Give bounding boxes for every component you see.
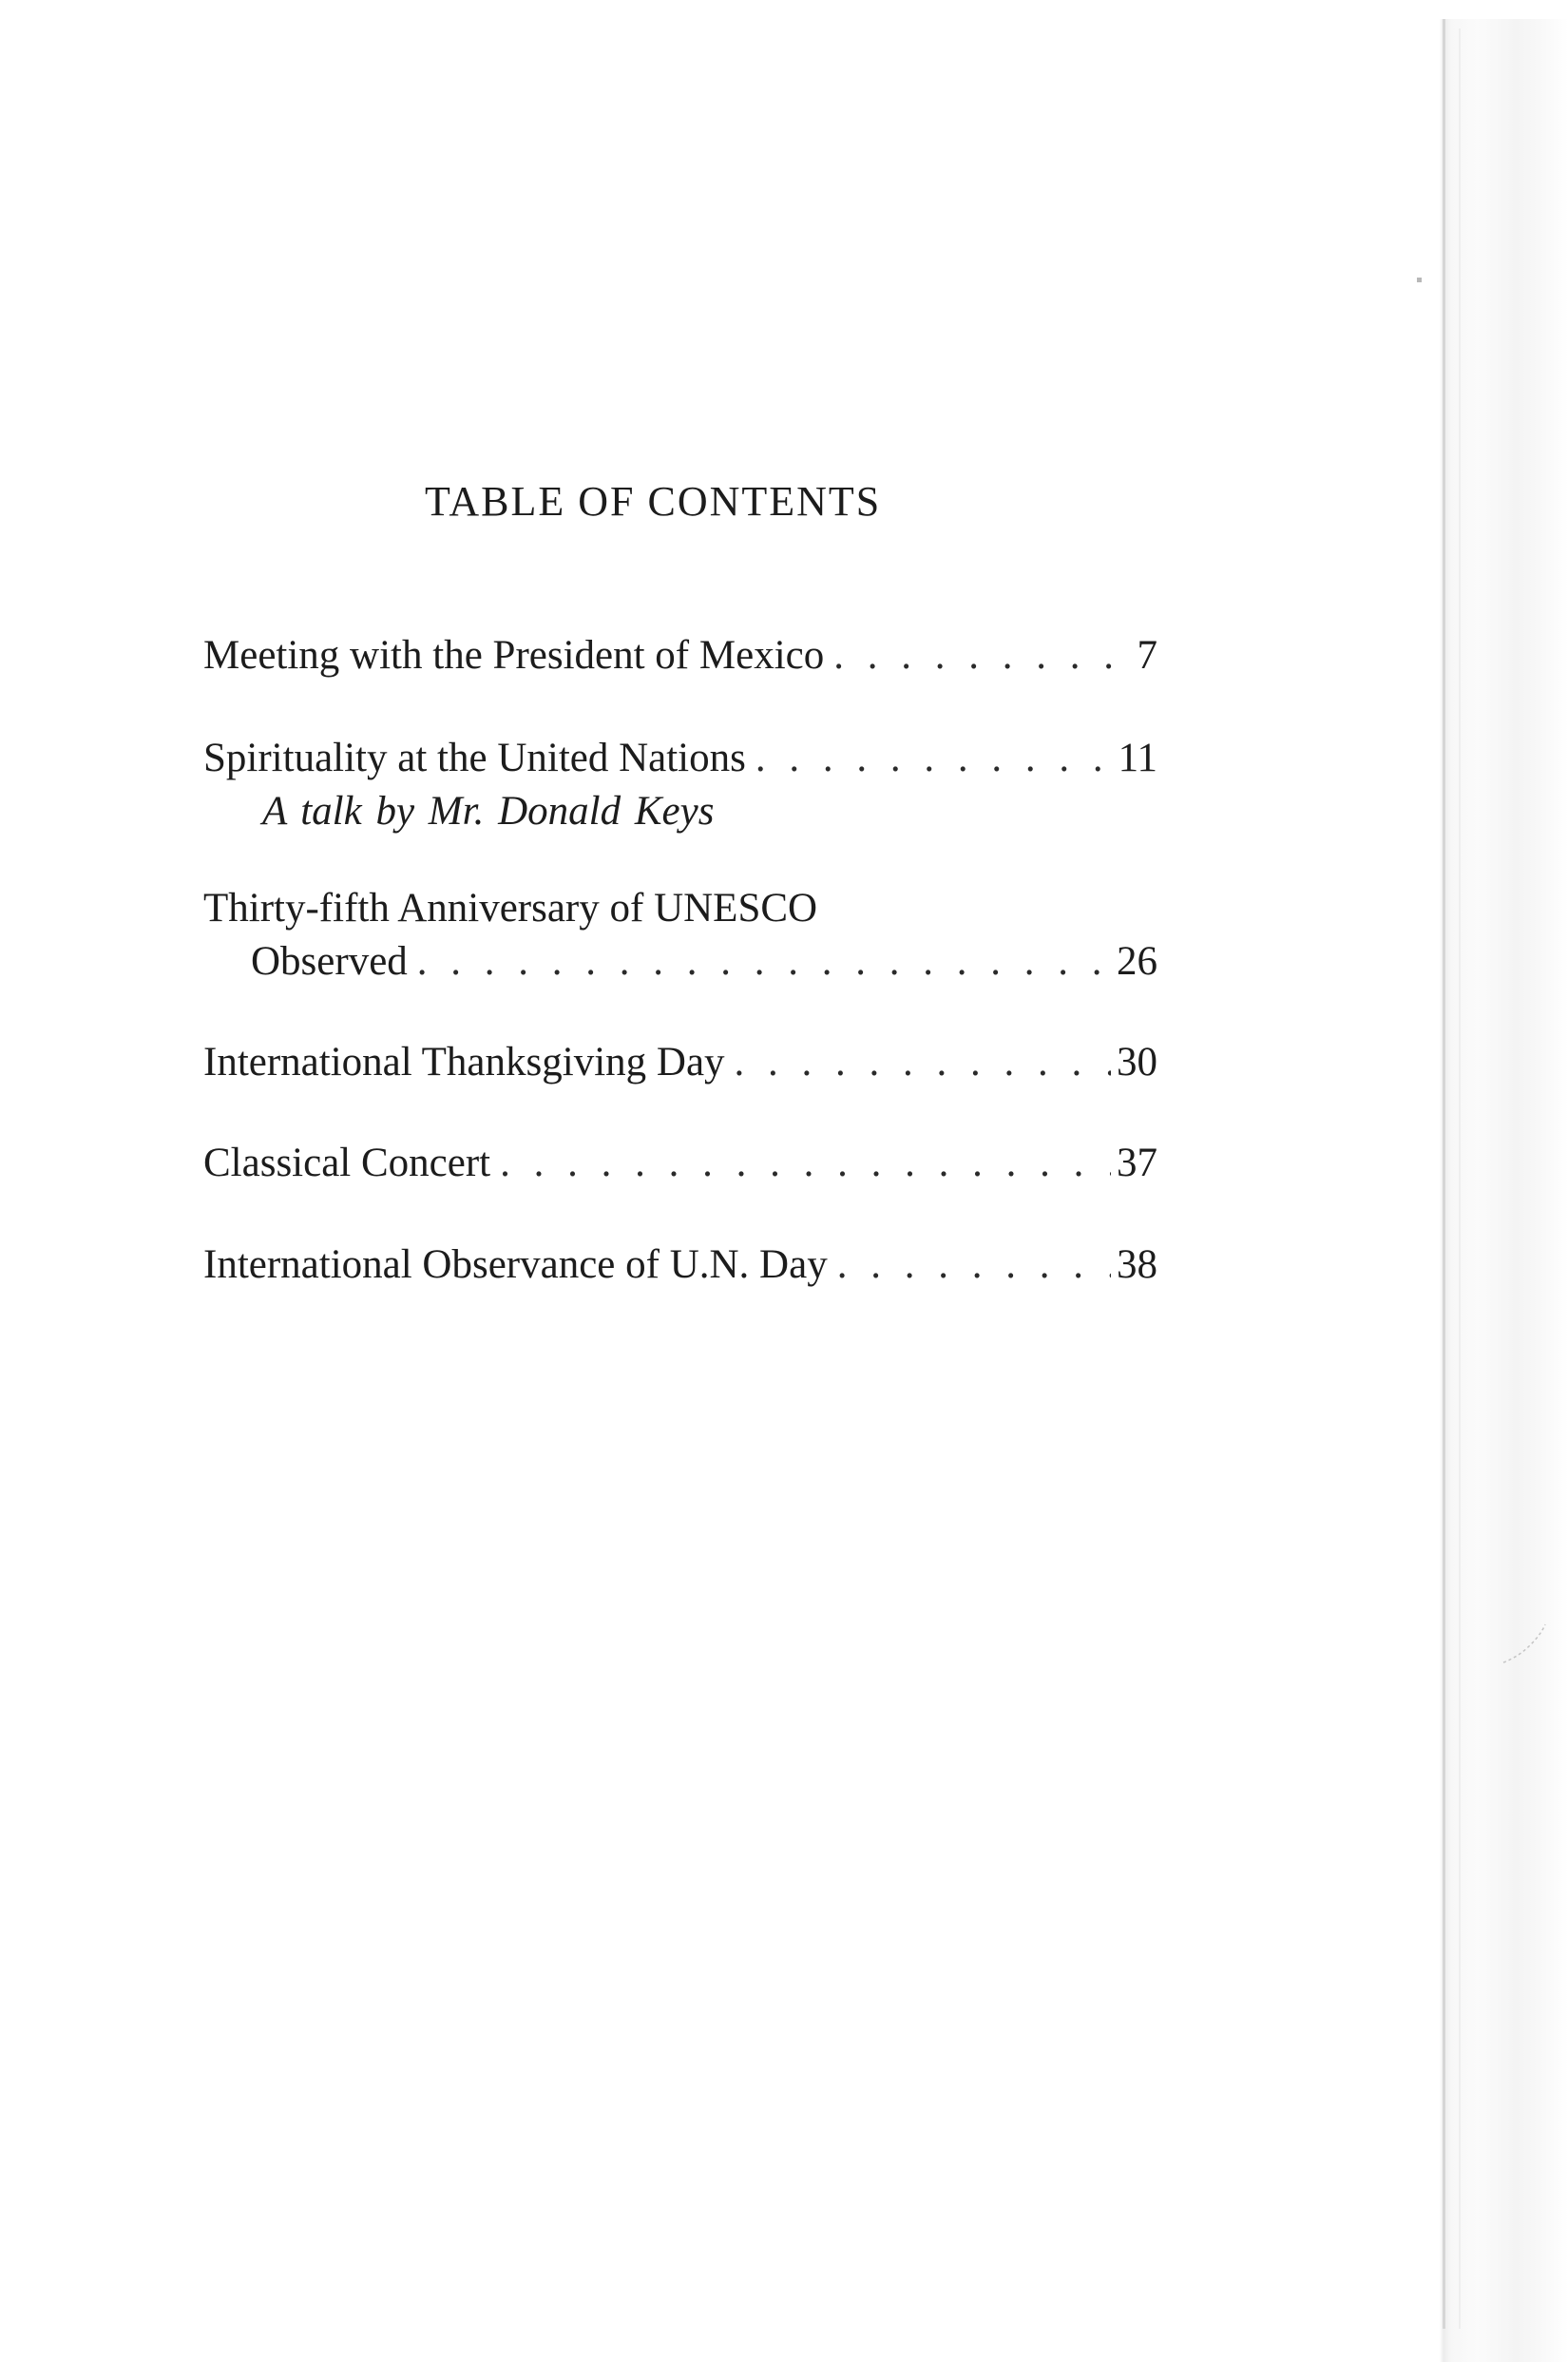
toc-entry (203, 629, 1157, 682)
toc-row (203, 1137, 1157, 1190)
toc-entry (203, 1036, 1157, 1089)
toc-entry-title: Classical Concert (203, 1141, 491, 1185)
toc-page-number: 37 (1117, 1141, 1157, 1185)
dot-leader (735, 1036, 1111, 1089)
dot-leader (755, 732, 1113, 785)
toc-page-number: 38 (1117, 1242, 1157, 1287)
page-title: TABLE OF CONTENTS (425, 478, 882, 525)
toc-entry-title: Meeting with the President of Mexico (203, 633, 825, 678)
toc-row (203, 732, 1157, 785)
toc-row (203, 1239, 1157, 1292)
toc-entry-title-line1: Thirty-fifth Anniversary of UNESCO (203, 886, 818, 931)
toc-page-number: 7 (1137, 633, 1157, 678)
dot-leader (837, 1239, 1111, 1292)
toc-row (203, 935, 1157, 989)
toc-entry-title: International Observance of U.N. Day (203, 1242, 828, 1287)
toc-entry-subtitle: A talk by Mr. Donald Keys (262, 789, 715, 834)
dot-leader (833, 629, 1114, 682)
toc-entry (203, 1239, 1157, 1292)
toc-page-number: 26 (1117, 939, 1157, 984)
binding-line (1443, 19, 1445, 2329)
toc-page-number: 11 (1118, 736, 1157, 780)
dot-leader (417, 935, 1111, 989)
toc-entry (203, 882, 1157, 989)
pencil-mark (1501, 1621, 1549, 1668)
dot-leader (500, 1137, 1111, 1190)
toc-entry (203, 1137, 1157, 1190)
toc-entry-title: International Thanksgiving Day (203, 1040, 725, 1085)
toc-entry (203, 732, 1157, 838)
toc-row (203, 629, 1157, 682)
toc-entry-title: Spirituality at the United Nations (203, 736, 746, 780)
scan-speck (1417, 278, 1422, 282)
binding-line-secondary (1459, 29, 1461, 2329)
toc-page-number: 30 (1117, 1040, 1157, 1085)
toc-row (203, 1036, 1157, 1089)
toc-entry-title-line2: Observed (251, 939, 408, 984)
